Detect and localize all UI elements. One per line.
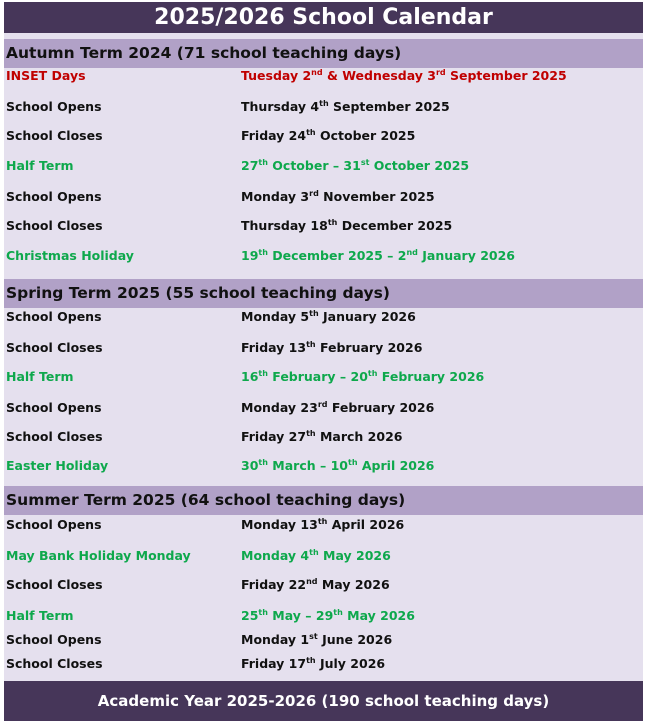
school-calendar: [4, 2, 643, 721]
date-text: Friday 13: [241, 340, 307, 355]
ordinal-suffix: rd: [317, 400, 328, 409]
date-text: October 2025: [369, 158, 470, 173]
date-text: 25: [241, 608, 259, 623]
ordinal-suffix: th: [258, 608, 268, 617]
date-text: May 2026: [318, 548, 391, 563]
date-text: May 2026: [342, 608, 415, 623]
date-text: 16: [241, 369, 259, 384]
ordinal-suffix: th: [317, 517, 328, 526]
date-text: Monday 13: [241, 517, 318, 532]
term-heading-autumn: Autumn Term 2024 (71 school teaching days): [4, 39, 643, 68]
date-text: October 2025: [315, 128, 416, 143]
date-text: September 2025: [445, 68, 567, 83]
event-date: [241, 187, 435, 207]
calendar-row-autumn: [4, 97, 643, 117]
date-text: March – 10: [267, 458, 348, 473]
calendar-row-summer: [4, 630, 643, 650]
ordinal-suffix: th: [367, 369, 378, 378]
calendar-row-autumn: [4, 246, 643, 266]
ordinal-suffix: th: [348, 458, 358, 467]
event-date: [241, 216, 452, 236]
date-text: July 2026: [315, 656, 386, 671]
ordinal-suffix: st: [309, 632, 318, 641]
date-text: Friday 22: [241, 577, 307, 592]
academic-year-footer: Academic Year 2025-2026 (190 school teaching days): [4, 681, 643, 721]
event-date: [241, 546, 391, 566]
calendar-title: 2025/2026 School Calendar: [4, 2, 643, 33]
calendar-row-summer: [4, 606, 643, 626]
ordinal-suffix: th: [309, 548, 319, 557]
term-heading-summer: Summer Term 2025 (64 school teaching days): [4, 486, 643, 515]
event-label: School Closes: [6, 656, 103, 671]
date-text: February 2026: [377, 369, 485, 384]
ordinal-suffix: th: [333, 608, 343, 617]
ordinal-suffix: rd: [309, 189, 319, 198]
ordinal-suffix: nd: [306, 577, 318, 586]
ordinal-suffix: th: [258, 248, 268, 257]
date-text: January 2026: [318, 309, 416, 324]
date-text: Friday 24: [241, 128, 307, 143]
event-label: Half Term: [6, 608, 74, 623]
calendar-row-spring: [4, 338, 643, 358]
ordinal-suffix: nd: [406, 248, 418, 257]
event-date: [241, 456, 434, 476]
event-label: May Bank Holiday Monday: [6, 548, 191, 563]
calendar-row-autumn: [4, 216, 643, 236]
date-text: February 2026: [327, 400, 435, 415]
date-text: May – 29: [267, 608, 334, 623]
date-text: Monday 1: [241, 632, 310, 647]
event-date: [241, 367, 484, 387]
term-heading-spring: Spring Term 2025 (55 school teaching days): [4, 279, 643, 308]
event-date: [241, 307, 416, 327]
event-label: Christmas Holiday: [6, 248, 134, 263]
date-text: February 2026: [315, 340, 423, 355]
date-text: Monday 5: [241, 309, 310, 324]
ordinal-suffix: th: [309, 309, 319, 318]
event-label: Half Term: [6, 369, 74, 384]
ordinal-suffix: st: [360, 158, 370, 167]
calendar-row-spring: [4, 427, 643, 447]
ordinal-suffix: th: [258, 369, 268, 378]
calendar-row-spring: [4, 307, 643, 327]
event-date: [241, 398, 434, 418]
date-text: Monday 4: [241, 548, 310, 563]
event-label: School Opens: [6, 400, 102, 415]
event-date: [241, 606, 415, 626]
ordinal-suffix: th: [306, 340, 316, 349]
event-date: [241, 515, 404, 535]
date-text: Tuesday 2: [241, 68, 312, 83]
event-label: Half Term: [6, 158, 74, 173]
event-label: School Closes: [6, 218, 103, 233]
date-text: September 2025: [328, 99, 450, 114]
event-label: School Opens: [6, 632, 102, 647]
calendar-row-spring: [4, 456, 643, 476]
event-date: [241, 338, 422, 358]
date-text: April 2026: [357, 458, 435, 473]
date-text: & Wednesday 3: [322, 68, 436, 83]
event-date: [241, 427, 402, 447]
event-date: [241, 575, 390, 595]
event-date: [241, 97, 450, 117]
date-text: June 2026: [317, 632, 393, 647]
date-text: 30: [241, 458, 259, 473]
ordinal-suffix: rd: [435, 68, 446, 77]
event-label: School Opens: [6, 309, 102, 324]
date-text: January 2026: [417, 248, 516, 263]
event-label: Easter Holiday: [6, 458, 109, 473]
date-text: Thursday 4: [241, 99, 320, 114]
calendar-row-summer: [4, 654, 643, 674]
event-date: [241, 156, 469, 176]
event-label: School Closes: [6, 340, 103, 355]
ordinal-suffix: th: [258, 158, 268, 167]
calendar-row-summer: [4, 575, 643, 595]
date-text: Thursday 18: [241, 218, 328, 233]
ordinal-suffix: th: [327, 218, 338, 227]
date-text: March 2026: [315, 429, 403, 444]
date-text: October – 31: [267, 158, 361, 173]
event-label: School Opens: [6, 189, 102, 204]
event-date: [241, 630, 392, 650]
calendar-row-autumn: [4, 66, 643, 86]
event-label: School Closes: [6, 429, 103, 444]
event-date: [241, 66, 567, 86]
date-text: December 2025 – 2: [267, 248, 407, 263]
event-label: School Opens: [6, 517, 102, 532]
event-label: School Closes: [6, 577, 103, 592]
ordinal-suffix: th: [306, 429, 316, 438]
calendar-row-spring: [4, 398, 643, 418]
event-date: [241, 246, 515, 266]
calendar-row-spring: [4, 367, 643, 387]
calendar-row-autumn: [4, 187, 643, 207]
date-text: 19: [241, 248, 259, 263]
date-text: 27: [241, 158, 259, 173]
date-text: Monday 3: [241, 189, 310, 204]
date-text: May 2026: [317, 577, 390, 592]
date-text: Friday 17: [241, 656, 307, 671]
date-text: December 2025: [337, 218, 453, 233]
date-text: Monday 23: [241, 400, 318, 415]
ordinal-suffix: th: [319, 99, 329, 108]
event-date: [241, 126, 415, 146]
calendar-row-autumn: [4, 126, 643, 146]
event-date: [241, 654, 385, 674]
ordinal-suffix: th: [306, 128, 316, 137]
date-text: Friday 27: [241, 429, 307, 444]
calendar-row-autumn: [4, 156, 643, 176]
event-label: School Opens: [6, 99, 102, 114]
calendar-row-summer: [4, 515, 643, 535]
event-label: School Closes: [6, 128, 103, 143]
calendar-row-summer: [4, 546, 643, 566]
ordinal-suffix: th: [258, 458, 268, 467]
date-text: April 2026: [327, 517, 405, 532]
ordinal-suffix: th: [306, 656, 316, 665]
event-label: INSET Days: [6, 68, 86, 83]
date-text: February – 20: [267, 369, 368, 384]
ordinal-suffix: nd: [311, 68, 323, 77]
date-text: November 2025: [318, 189, 435, 204]
